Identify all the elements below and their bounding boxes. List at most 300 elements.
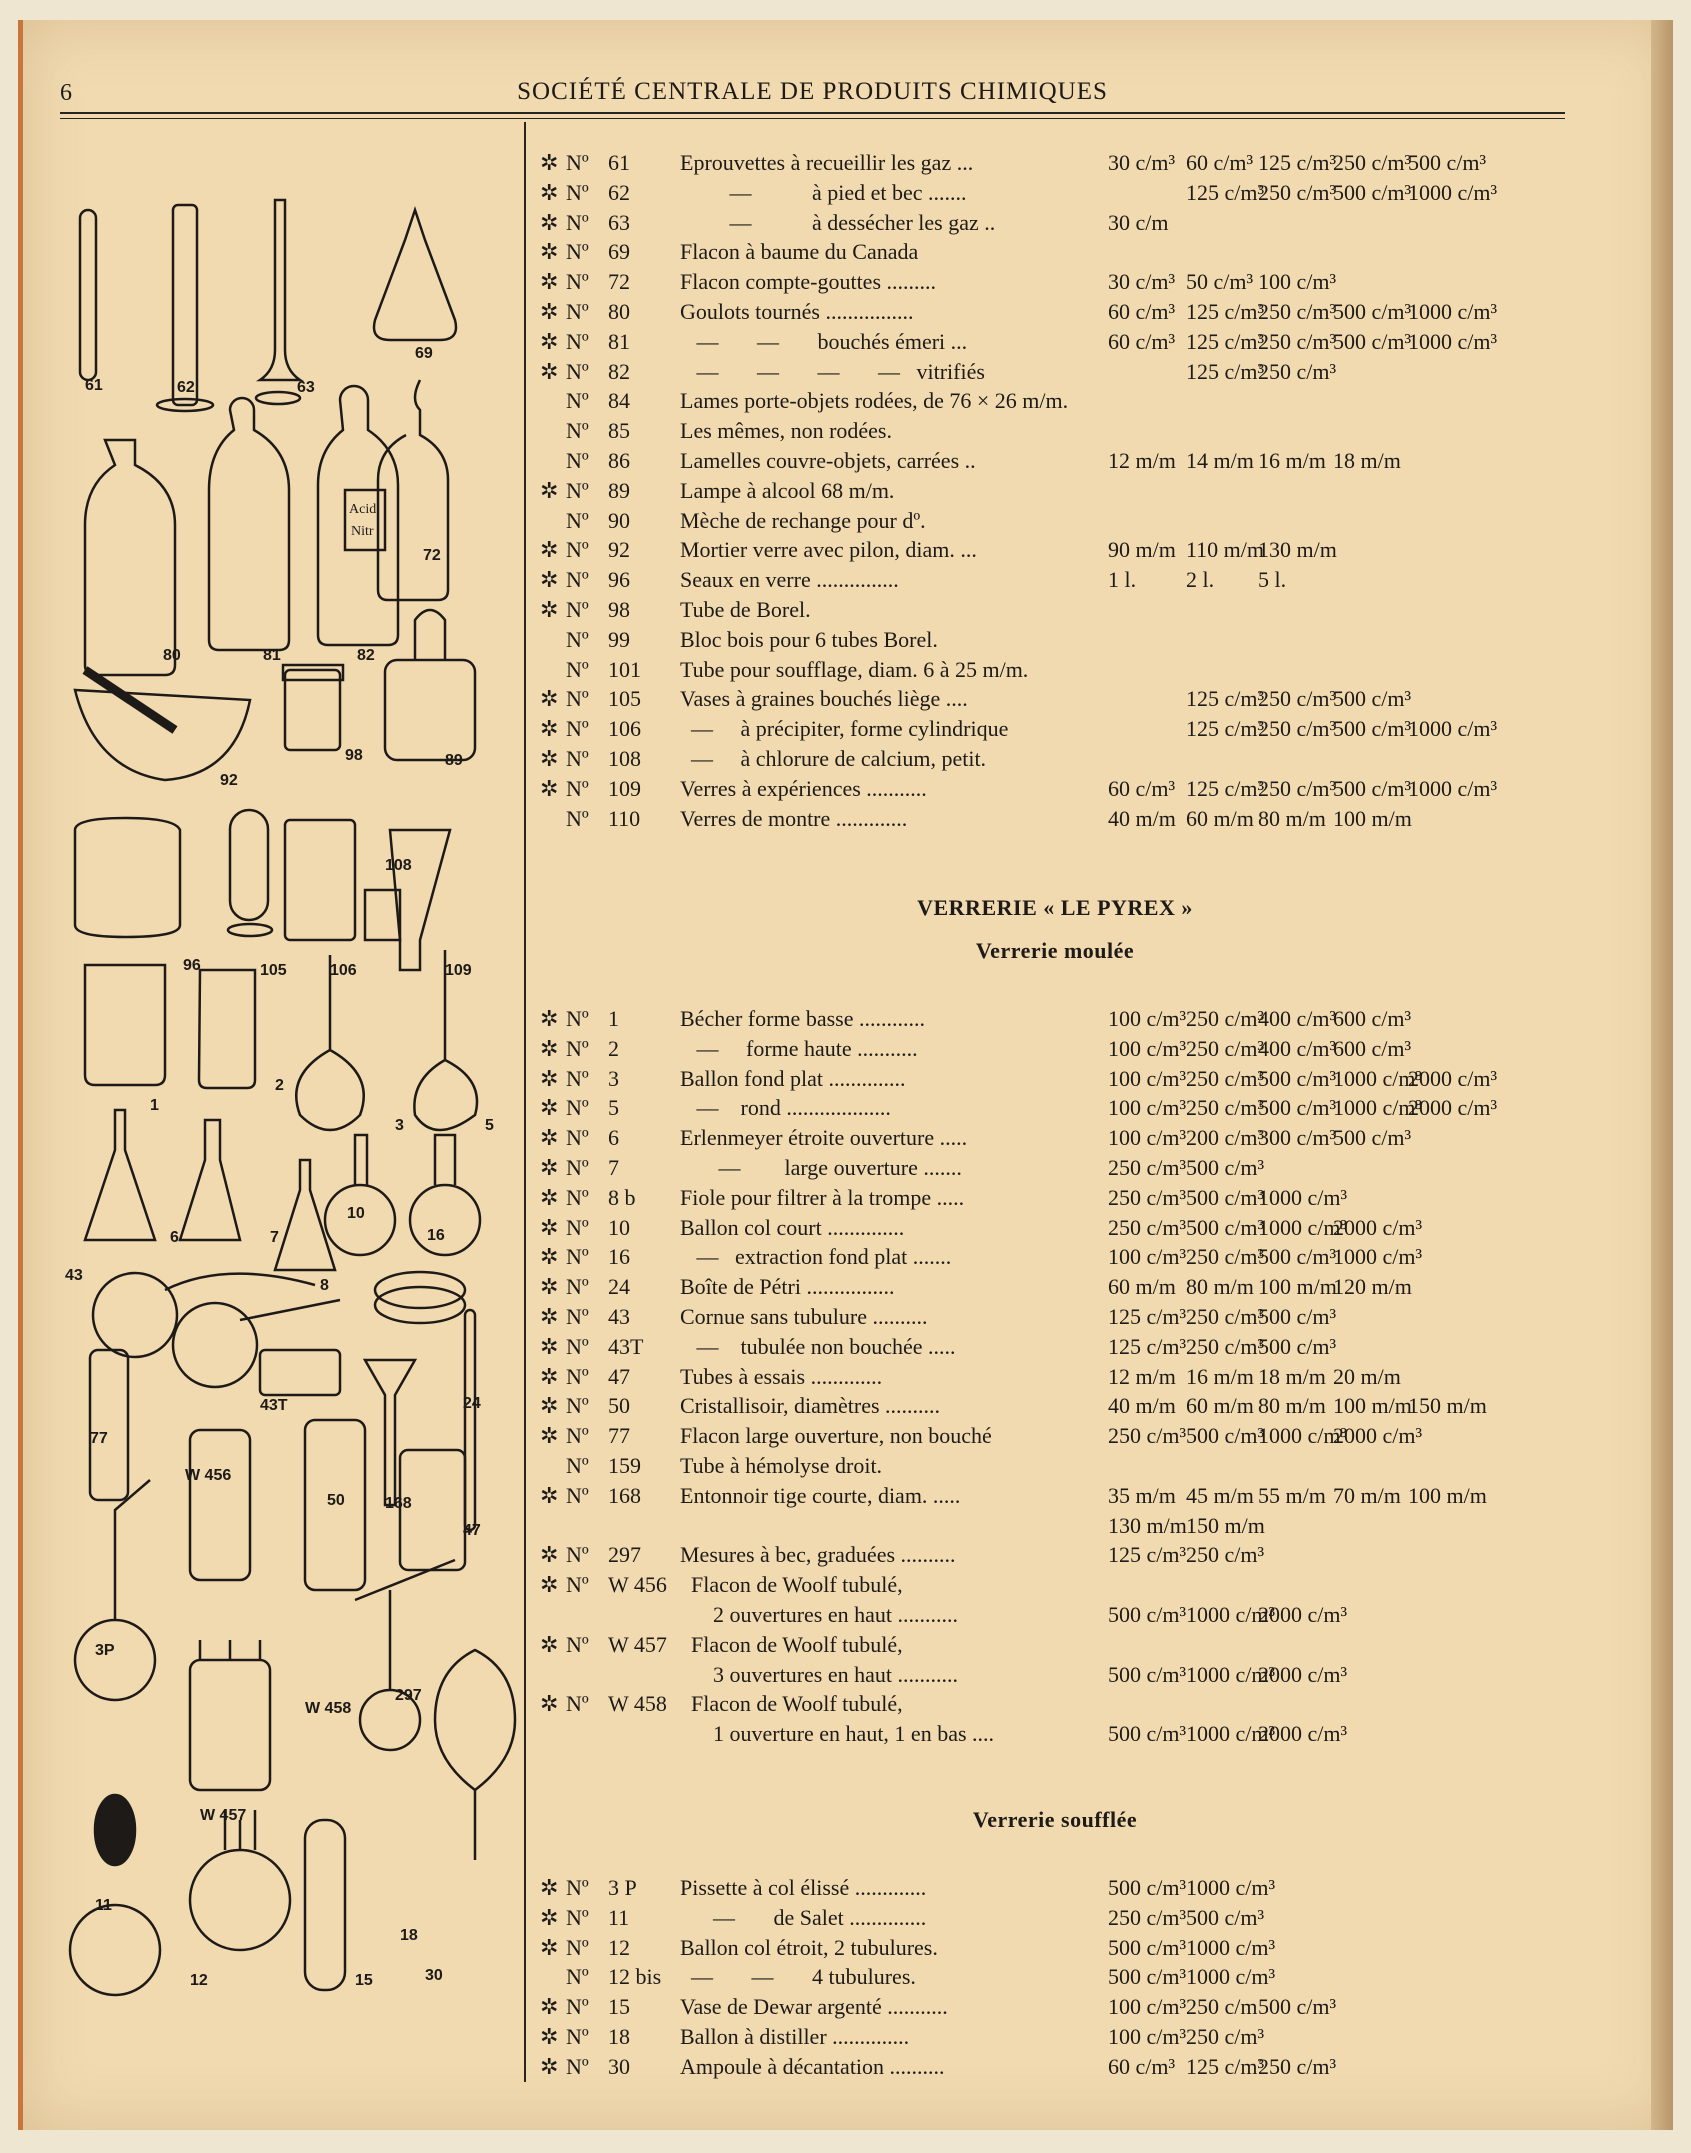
catalog-no: Nº (566, 626, 589, 652)
catalog-star: ✲ (540, 1006, 559, 1031)
catalog-row (540, 1689, 1570, 1719)
catalog-number: 8 b (608, 1184, 636, 1210)
catalog-row (540, 1183, 1570, 1213)
list-general-glassware (540, 148, 1570, 833)
catalog-no: Nº (566, 686, 589, 712)
catalog-star: ✲ (540, 179, 559, 205)
catalog-row (540, 1630, 1570, 1660)
catalog-number: 50 (608, 1393, 630, 1419)
catalog-star: ✲ (540, 1904, 559, 1930)
fig-92: 92 (220, 772, 238, 789)
catalog-size: 500 c/m³ (1186, 1214, 1265, 1240)
running-title: SOCIÉTÉ CENTRALE DE PRODUITS CHIMIQUES (517, 78, 1108, 105)
catalog-row (540, 1242, 1570, 1272)
catalog-size: 500 c/m³ (1186, 1154, 1265, 1180)
catalog-description: Flacon à baume du Canada (680, 239, 919, 265)
catalog-size: 1000 c/m³ (1408, 328, 1498, 354)
catalog-row (540, 1004, 1570, 1034)
catalog-size: 250 c/m³ (1186, 1303, 1265, 1329)
fig-3p: 3P (95, 1642, 115, 1659)
catalog-size: 250 c/m³ (1258, 686, 1337, 712)
catalog-description: 2 ouvertures en haut ........... (680, 1601, 958, 1627)
catalog-number: 85 (608, 418, 630, 444)
catalog-no: Nº (566, 1875, 589, 1900)
catalog-number: 90 (608, 507, 630, 533)
catalog-star: ✲ (540, 1154, 559, 1180)
catalog-size: 500 c/m³ (1333, 328, 1412, 354)
catalog-size: 125 c/m³ (1186, 358, 1265, 384)
catalog-size: 250 c/m (1186, 1994, 1258, 2020)
catalog-row (540, 1362, 1570, 1392)
catalog-star: ✲ (540, 567, 559, 593)
catalog-size: 500 c/m³ (1333, 298, 1412, 324)
catalog-size: 60 c/m³ (1108, 2053, 1176, 2079)
catalog-star: ✲ (540, 1994, 559, 2020)
catalog-number: 159 (608, 1452, 641, 1478)
catalog-size: 250 c/m³ (1186, 1333, 1265, 1359)
catalog-row (540, 1660, 1570, 1690)
catalog-size: 125 c/m³ (1186, 328, 1265, 354)
page-header (60, 62, 1565, 106)
fig-77: 77 (90, 1430, 108, 1447)
catalog-description: Bécher forme basse ............ (680, 1006, 925, 1031)
catalog-row (540, 1213, 1570, 1243)
catalog-size: 250 c/m³ (1258, 179, 1337, 205)
catalog-size: 250 c/m³ (1108, 1214, 1187, 1240)
catalog-description: Eprouvettes à recueillir les gaz ... (680, 150, 974, 175)
catalog-description: Tube de Borel. (680, 596, 811, 622)
catalog-number: W 456 (608, 1572, 667, 1598)
catalog-row (540, 774, 1570, 804)
catalog-number: W 458 (608, 1691, 667, 1717)
list-pyrex-moulded (540, 1004, 1570, 1749)
catalog-star: ✲ (540, 1035, 559, 1061)
catalog-no: Nº (566, 179, 589, 205)
catalog-size: 500 c/m³ (1258, 1095, 1337, 1121)
catalog-size: 100 c/m³ (1108, 1125, 1187, 1151)
catalog-size: 100 c/m³ (1108, 1006, 1187, 1031)
catalog-size: 250 c/m³ (1108, 1423, 1187, 1449)
catalog-size: 500 c/m³ (1258, 1994, 1337, 2020)
catalog-description: Flacon de Woolf tubulé, (680, 1631, 903, 1657)
catalog-size: 500 c/m³ (1108, 1934, 1187, 1960)
fig-2: 2 (275, 1077, 284, 1094)
catalog-row (540, 327, 1570, 357)
catalog-number: 11 (608, 1904, 630, 1930)
catalog-number: 16 (608, 1244, 630, 1270)
fig-108: 108 (385, 857, 412, 874)
fig-69: 69 (415, 345, 433, 362)
catalog-no: Nº (566, 239, 589, 265)
catalog-no: Nº (566, 1125, 589, 1151)
catalog-size: 600 c/m³ (1333, 1006, 1412, 1031)
catalog-size: 100 m/m (1408, 1482, 1487, 1508)
catalog-no: Nº (566, 477, 589, 503)
catalog-star: ✲ (540, 775, 559, 801)
catalog-description: — — — — vitrifiés (680, 358, 985, 384)
catalog-no: Nº (566, 269, 589, 295)
catalog-row (540, 416, 1570, 446)
catalog-no: Nº (566, 1006, 589, 1031)
catalog-description: Tube à hémolyse droit. (680, 1452, 883, 1478)
catalog-row (540, 744, 1570, 774)
catalog-row (540, 2022, 1570, 2052)
catalog-no: Nº (566, 1035, 589, 1061)
catalog-size: 1000 c/m³ (1258, 1214, 1348, 1240)
catalog-size: 1000 c/m³ (1408, 716, 1498, 742)
catalog-star: ✲ (540, 1393, 559, 1419)
catalog-number: 81 (608, 328, 630, 354)
catalog-number: 77 (608, 1423, 630, 1449)
catalog-size: 125 c/m³ (1186, 2053, 1265, 2079)
header-rule (60, 112, 1565, 114)
catalog-row (540, 1873, 1570, 1903)
catalog-size: 1000 c/m³ (1408, 775, 1498, 801)
catalog-star: ✲ (540, 1125, 559, 1151)
catalog-size: 500 c/m³ (1186, 1184, 1265, 1210)
page-number: 6 (60, 80, 72, 106)
catalog-size: 250 c/m³ (1186, 1006, 1265, 1031)
catalog-size: 18 m/m (1333, 447, 1401, 473)
catalog-number: 109 (608, 775, 641, 801)
catalog-size: 14 m/m (1186, 447, 1254, 473)
fig-96: 96 (183, 957, 201, 974)
catalog-row (540, 714, 1570, 744)
catalog-size: 250 c/m³ (1186, 1095, 1265, 1121)
catalog-number: 1 (608, 1006, 619, 1031)
catalog-size: 250 c/m³ (1108, 1154, 1187, 1180)
fig-168: 168 (385, 1495, 412, 1512)
catalog-row (540, 1933, 1570, 1963)
catalog-star: ✲ (540, 596, 559, 622)
inscription-acid: Acid (349, 502, 377, 517)
catalog-row (540, 1570, 1570, 1600)
catalog-description: — à dessécher les gaz .. (680, 209, 996, 235)
catalog-description: Ballon col court .............. (680, 1214, 905, 1240)
catalog-number: 43T (608, 1333, 644, 1359)
inscription-nitr: Nitr (351, 524, 374, 539)
catalog-description: 3 ouvertures en haut ........... (680, 1661, 958, 1687)
catalog-size: 500 c/m³ (1108, 1721, 1187, 1747)
catalog-number: 12 bis (608, 1964, 662, 1990)
catalog-size: 1000 c/m³ (1186, 1964, 1276, 1990)
catalog-size: 45 m/m (1186, 1482, 1254, 1508)
catalog-description: Lampe à alcool 68 m/m. (680, 477, 895, 503)
catalog-star: ✲ (540, 1214, 559, 1240)
catalog-no: Nº (566, 1964, 589, 1990)
catalog-no: Nº (566, 507, 589, 533)
catalog-size: 500 c/m³ (1108, 1601, 1187, 1627)
catalog-size: 130 m/m (1108, 1512, 1187, 1538)
catalog-no: Nº (566, 1904, 589, 1930)
catalog-no: Nº (566, 1303, 589, 1329)
catalog-size: 100 m/m (1333, 1393, 1412, 1419)
catalog-size: 600 c/m³ (1333, 1035, 1412, 1061)
catalog-star: ✲ (540, 209, 559, 235)
catalog-size: 20 m/m (1333, 1363, 1401, 1389)
fig-11: 11 (95, 1897, 112, 1914)
catalog-size: 100 m/m (1333, 805, 1412, 831)
catalog-number: 84 (608, 388, 630, 414)
catalog-number: 80 (608, 298, 630, 324)
fig-63: 63 (297, 379, 315, 396)
catalog-size: 1000 c/m³ (1186, 1721, 1276, 1747)
catalog-size: 120 m/m (1333, 1274, 1412, 1300)
catalog-description: Lames porte-objets rodées, de 76 × 26 m/m. (680, 388, 1069, 414)
catalog-star: ✲ (540, 745, 559, 771)
catalog-number: 15 (608, 1994, 630, 2020)
catalog-size: 60 m/m (1186, 1393, 1254, 1419)
catalog-number: 69 (608, 239, 630, 265)
catalog-description: Bloc bois pour 6 tubes Borel. (680, 626, 938, 652)
catalog-number: 6 (608, 1125, 619, 1151)
catalog-size: 1000 c/m³ (1333, 1095, 1423, 1121)
catalog-no: Nº (566, 388, 589, 414)
catalog-size: 130 m/m (1258, 537, 1337, 563)
catalog-row (540, 1481, 1570, 1511)
catalog-row (540, 1992, 1570, 2022)
catalog-number: 12 (608, 1934, 630, 1960)
catalog-size: 500 c/m³ (1258, 1303, 1337, 1329)
catalog-size: 1000 c/m³ (1408, 179, 1498, 205)
catalog-description: Vase de Dewar argenté ........... (680, 1994, 948, 2020)
catalog-description: Ampoule à décantation .......... (680, 2053, 945, 2079)
catalog-description: Goulots tournés ................ (680, 298, 914, 324)
catalog-no: Nº (566, 1452, 589, 1478)
fig-62: 62 (177, 379, 195, 396)
catalog-row (540, 535, 1570, 565)
catalog-star: ✲ (540, 686, 559, 712)
catalog-star: ✲ (540, 2023, 559, 2049)
catalog-row (540, 1093, 1570, 1123)
catalog-size: 100 c/m³ (1108, 1994, 1187, 2020)
catalog-number: 2 (608, 1035, 619, 1061)
catalog-no: Nº (566, 358, 589, 384)
catalog-row (540, 386, 1570, 416)
catalog-size: 500 c/m³ (1186, 1904, 1265, 1930)
catalog-star: ✲ (540, 2053, 559, 2079)
catalog-number: 105 (608, 686, 641, 712)
catalog-star: ✲ (540, 1095, 559, 1121)
catalog-row (540, 1332, 1570, 1362)
catalog-size: 90 m/m (1108, 537, 1176, 563)
catalog-row (540, 506, 1570, 536)
catalog-description: Tube pour soufflage, diam. 6 à 25 m/m. (680, 656, 1029, 682)
catalog-size: 60 c/m³ (1108, 775, 1176, 801)
catalog-no: Nº (566, 1934, 589, 1960)
catalog-size: 500 c/m³ (1333, 775, 1412, 801)
catalog-no: Nº (566, 2053, 589, 2079)
fig-72: 72 (423, 547, 441, 564)
catalog-row (540, 1451, 1570, 1481)
subsection-moulded: Verrerie moulée (975, 938, 1135, 963)
catalog-row (540, 1064, 1570, 1094)
catalog-number: 3 (608, 1065, 619, 1091)
catalog-number: 86 (608, 447, 630, 473)
catalog-number: 30 (608, 2053, 630, 2079)
catalog-size: 125 c/m³ (1186, 686, 1265, 712)
catalog-size: 100 c/m³ (1108, 1244, 1187, 1270)
catalog-description: Flacon large ouverture, non bouché (680, 1423, 992, 1449)
catalog-size: 250 c/m³ (1108, 1904, 1187, 1930)
catalog-number: 89 (608, 477, 630, 503)
catalog-number: 3 P (608, 1875, 637, 1900)
catalog-number: 297 (608, 1542, 641, 1568)
catalog-description: Flacon compte-gouttes ......... (680, 269, 937, 295)
catalog-size: 1000 c/m³ (1186, 1875, 1276, 1900)
catalog-size: 1000 c/m³ (1186, 1661, 1276, 1687)
catalog-number: 82 (608, 358, 630, 384)
catalog-size: 500 c/m³ (1108, 1875, 1187, 1900)
catalog-size: 500 c/m³ (1186, 1423, 1265, 1449)
fig-43t: 43T (260, 1397, 288, 1414)
catalog-star: ✲ (540, 1542, 559, 1568)
catalog-size: 2000 c/m³ (1408, 1065, 1498, 1091)
catalog-number: 47 (608, 1363, 630, 1389)
catalog-no: Nº (566, 745, 589, 771)
catalog-size: 2000 c/m³ (1258, 1601, 1348, 1627)
catalog-size: 100 c/m³ (1108, 1035, 1187, 1061)
catalog-row (540, 357, 1570, 387)
fig-3: 3 (395, 1117, 404, 1134)
catalog-description: Verres de montre ............. (680, 805, 908, 831)
fig-15: 15 (355, 1972, 373, 1989)
catalog-description: Ballon col étroit, 2 tubulures. (680, 1934, 938, 1960)
fig-89: 89 (445, 752, 463, 769)
catalog-size: 1000 c/m³ (1258, 1423, 1348, 1449)
catalog-description: Ballon à distiller .............. (680, 2023, 910, 2049)
catalog-no: Nº (566, 656, 589, 682)
catalog-size: 100 c/m³ (1258, 269, 1337, 295)
fig-18: 18 (400, 1927, 418, 1944)
catalog-size: 50 c/m³ (1186, 269, 1254, 295)
catalog-size: 125 c/m³ (1108, 1333, 1187, 1359)
catalog-size: 2000 c/m³ (1258, 1661, 1348, 1687)
catalog-number: 168 (608, 1482, 641, 1508)
catalog-star: ✲ (540, 358, 559, 384)
catalog-size: 80 m/m (1186, 1274, 1254, 1300)
catalog-row (540, 1391, 1570, 1421)
catalog-no: Nº (566, 775, 589, 801)
catalog-size: 60 c/m³ (1108, 298, 1176, 324)
catalog-row (540, 2052, 1570, 2082)
catalog-star: ✲ (540, 1303, 559, 1329)
catalog-size: 250 c/m³ (1258, 328, 1337, 354)
catalog-row (540, 1903, 1570, 1933)
fig-10: 10 (347, 1205, 365, 1222)
catalog-row (540, 237, 1570, 267)
fig-47: 47 (463, 1522, 481, 1539)
catalog-size: 100 m/m (1258, 1274, 1337, 1300)
catalog-size: 300 c/m³ (1258, 1125, 1337, 1151)
catalog-row (540, 655, 1570, 685)
catalog-number: 5 (608, 1095, 619, 1121)
fig-109: 109 (445, 962, 472, 979)
catalog-row (540, 208, 1570, 238)
catalog-size: 100 c/m³ (1108, 2023, 1187, 2049)
catalog-size: 1000 c/m³ (1333, 1065, 1423, 1091)
catalog-description: — rond ................... (680, 1095, 891, 1121)
catalog-number: 98 (608, 596, 630, 622)
fig-98: 98 (345, 747, 363, 764)
catalog-star: ✲ (540, 1274, 559, 1300)
catalog-size: 1000 c/m³ (1186, 1601, 1276, 1627)
catalog-no: Nº (566, 1393, 589, 1419)
catalog-star: ✲ (540, 1691, 559, 1717)
catalog-no: Nº (566, 418, 589, 444)
catalog-no: Nº (566, 716, 589, 742)
catalog-description: Erlenmeyer étroite ouverture ..... (680, 1125, 968, 1151)
catalog-no: Nº (566, 596, 589, 622)
catalog-size: 125 c/m³ (1258, 150, 1337, 175)
catalog-size: 2000 c/m³ (1333, 1214, 1423, 1240)
catalog-row (540, 595, 1570, 625)
catalog-no: Nº (566, 1095, 589, 1121)
fig-6: 6 (170, 1229, 179, 1246)
catalog-star: ✲ (540, 716, 559, 742)
catalog-number: 108 (608, 745, 641, 771)
catalog-description: Verres à expériences ........... (680, 775, 927, 801)
catalog-size: 250 c/m³ (1108, 1184, 1187, 1210)
catalog-size: 250 c/m³ (1258, 775, 1337, 801)
catalog-size: 250 c/m³ (1186, 1065, 1265, 1091)
catalog-description: Seaux en verre ............... (680, 567, 899, 593)
fig-81: 81 (263, 647, 281, 664)
fig-w458: W 458 (305, 1700, 352, 1717)
catalog-size: 125 c/m³ (1108, 1303, 1187, 1329)
catalog-no: Nº (566, 1542, 589, 1568)
catalog-size: 500 c/m³ (1333, 686, 1412, 712)
catalog-description: Fiole pour filtrer à la trompe ..... (680, 1184, 965, 1210)
catalog-row (540, 1600, 1570, 1630)
catalog-description: — — bouchés émeri ... (680, 328, 968, 354)
catalog-row (540, 1421, 1570, 1451)
catalog-size: 2000 c/m³ (1333, 1423, 1423, 1449)
catalog-size: 30 c/m³ (1108, 269, 1176, 295)
catalog-no: Nº (566, 537, 589, 563)
catalog-star: ✲ (540, 1572, 559, 1598)
fig-1: 1 (150, 1097, 159, 1114)
catalog-size: 150 m/m (1408, 1393, 1487, 1419)
catalog-number: 72 (608, 269, 630, 295)
catalog-row (540, 476, 1570, 506)
catalog-row (540, 565, 1570, 595)
fig-43: 43 (65, 1267, 83, 1284)
fig-297: 297 (395, 1687, 422, 1704)
book-spine (1651, 20, 1673, 2130)
catalog-star: ✲ (540, 1934, 559, 1960)
fig-30: 30 (425, 1967, 443, 1984)
catalog-number: 96 (608, 567, 630, 593)
fig-106: 106 (330, 962, 357, 979)
catalog-row (540, 178, 1570, 208)
catalog-size: 400 c/m³ (1258, 1006, 1337, 1031)
catalog-size: 80 m/m (1258, 1393, 1326, 1419)
catalog-size: 500 c/m³ (1258, 1065, 1337, 1091)
catalog-no: Nº (566, 298, 589, 324)
catalog-no: Nº (566, 1423, 589, 1449)
catalog-row (540, 684, 1570, 714)
catalog-size: 500 c/m³ (1108, 1661, 1187, 1687)
header-rule-thin (60, 118, 1565, 119)
catalog-size: 250 c/m³ (1258, 2053, 1337, 2079)
catalog-row (540, 1123, 1570, 1153)
catalog-star: ✲ (540, 239, 559, 265)
catalog-no: Nº (566, 150, 589, 175)
catalog-no: Nº (566, 1333, 589, 1359)
catalog-no: Nº (566, 1363, 589, 1389)
catalog-size: 110 m/m (1186, 537, 1265, 563)
